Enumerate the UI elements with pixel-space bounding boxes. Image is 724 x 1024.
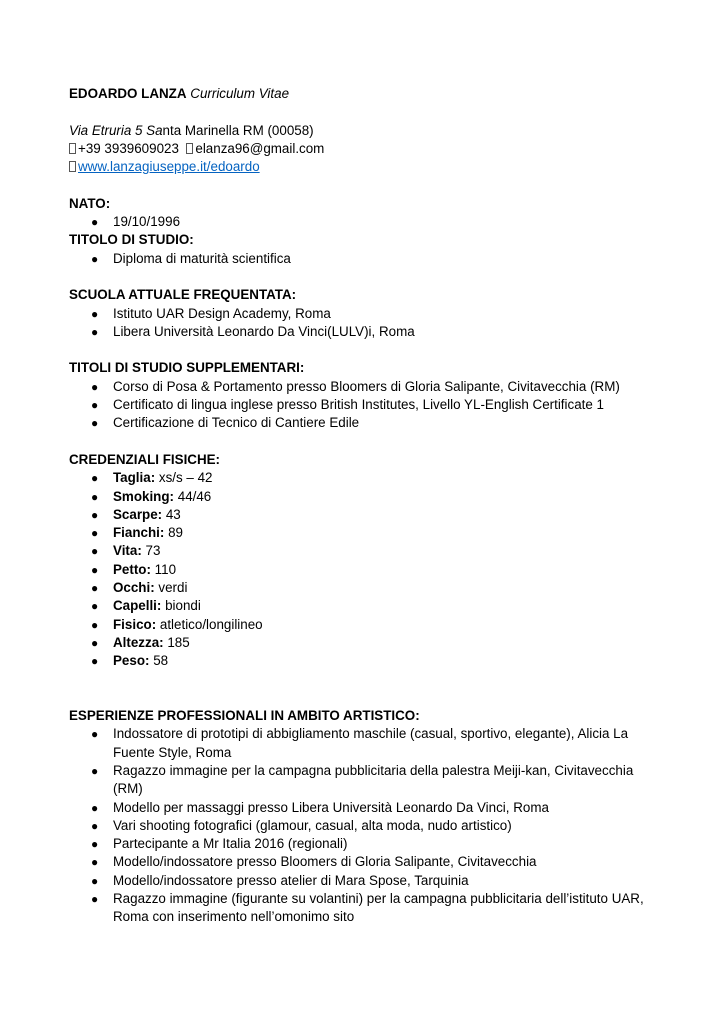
list-item: ● Modello/indossatore presso atelier di Mara Spose, Tarquinia [69,872,659,890]
list-item: ● Diploma di maturità scientifica [69,250,659,268]
list-item: ● Istituto UAR Design Academy, Roma [69,305,659,323]
list-item: ● Indossatore di prototipi di abbigliamento maschile (casual, sportivo, elegante), Alicia La Fuente Style, Roma [91,726,629,760]
bullet-icon: ● [91,800,99,815]
bullet-icon: ● [91,471,99,486]
bullet-icon: ● [91,873,99,888]
contact-line [69,140,659,158]
scuola-list [69,305,659,342]
list-item: ● Corso di Posa & Portamento presso Bloomers di Gloria Salipante, Civitavecchia (RM) [69,378,659,396]
bullet-icon: ● [91,379,99,394]
nato-list [69,213,659,231]
credenziali-heading: CREDENZIALI FISICHE: [69,451,221,467]
list-item: ● Libera Università Leonardo Da Vinci(LULV)i, Roma [69,323,659,341]
address-italic: Via Etruria 5 Sa [69,122,163,138]
bullet-icon: ● [91,617,99,632]
list-item: ● Smoking: 44/46 [69,488,659,506]
titolo-list [69,250,659,268]
list-item: ● Scarpe: 43 [69,506,659,524]
list-item: ● Taglia: xs/s – 42 [69,469,659,487]
supplementari-heading: TITOLI DI STUDIO SUPPLEMENTARI: [69,360,305,376]
list-item: ● 19/10/1996 [69,213,659,231]
website-line [69,158,659,176]
credenziali-list [69,469,659,670]
bullet-icon: ● [91,306,99,321]
scuola-heading: SCUOLA ATTUALE FREQUENTATA: [69,287,297,303]
list-item: ● Modello/indossatore presso Bloomers di Gloria Salipante, Civitavecchia [69,853,659,871]
person-name: EDOARDO LANZA [69,86,187,101]
list-item: ● Vari shooting fotografici (glamour, casual, alta moda, nudo artistico) [69,817,659,835]
list-item: ● Occhi: verdi [69,579,659,597]
bullet-icon: ● [91,837,99,852]
bullet-icon: ● [91,818,99,833]
bullet-icon: ● [91,727,99,742]
bullet-icon: ● [91,324,99,339]
bullet-icon: ● [91,855,99,870]
list-item: ● Peso: 58 [69,652,659,670]
address-rest: nta Marinella RM (00058) [162,122,314,138]
supplementari-list [69,378,659,433]
esperienze-list [69,725,659,926]
list-item: ● Vita: 73 [69,542,659,560]
list-item: ● Ragazzo immagine (figurante su volantini) per la campagna pubblicitaria dell’istituto UAR, Roma con inserimento nell’omonimo sito [91,891,644,925]
bullet-icon: ● [91,489,99,504]
bullet-icon: ● [91,215,99,230]
bullet-icon: ● [91,599,99,614]
list-item: ● Altezza: 185 [69,634,659,652]
nato-heading: NATO: [69,195,111,211]
bullet-icon: ● [91,398,99,413]
list-item: ● Partecipante a Mr Italia 2016 (regionali) [69,835,659,853]
document-subtitle: Curriculum Vitae [190,86,290,101]
website-link[interactable]: www.lanzagiuseppe.it/edoardo [78,159,260,175]
bullet-icon: ● [91,416,99,431]
bullet-icon: ● [91,763,99,778]
cv-content [69,85,659,927]
bullet-icon: ● [91,507,99,522]
address-line [69,122,659,140]
bullet-icon: ● [91,544,99,559]
list-item: ● Modello per massaggi presso Libera Università Leonardo Da Vinci, Roma [69,799,659,817]
list-item: ● Petto: 110 [69,561,659,579]
cv-title [69,85,659,103]
bullet-icon: ● [91,581,99,596]
phone-icon [69,143,76,154]
bullet-icon: ● [91,526,99,541]
bullet-icon: ● [91,251,99,266]
esperienze-heading: ESPERIENZE PROFESSIONALI IN AMBITO ARTISTICO: [69,708,420,724]
phone-number: +39 3939609023 [78,140,179,156]
list-item: ● Fisico: atletico/longilineo [69,616,659,634]
list-item: ● Fianchi: 89 [69,524,659,542]
list-item: ● Capelli: biondi [69,597,659,615]
bullet-icon: ● [91,892,99,907]
email-icon [186,143,193,154]
bullet-icon: ● [91,562,99,577]
web-icon [69,161,76,172]
bullet-icon: ● [91,654,99,669]
list-item: ● Certificazione di Tecnico di Cantiere Edile [69,414,659,432]
bullet-icon: ● [91,635,99,650]
email-address: elanza96@gmail.com [195,140,325,156]
list-item: ● Ragazzo immagine per la campagna pubblicitaria della palestra Meiji-kan, Civitavecchia (RM) [91,762,634,797]
titolo-heading: TITOLO DI STUDIO: [69,232,194,248]
list-item: ● Certificato di lingua inglese presso British Institutes, Livello YL-English Certificate 1 [69,396,659,414]
